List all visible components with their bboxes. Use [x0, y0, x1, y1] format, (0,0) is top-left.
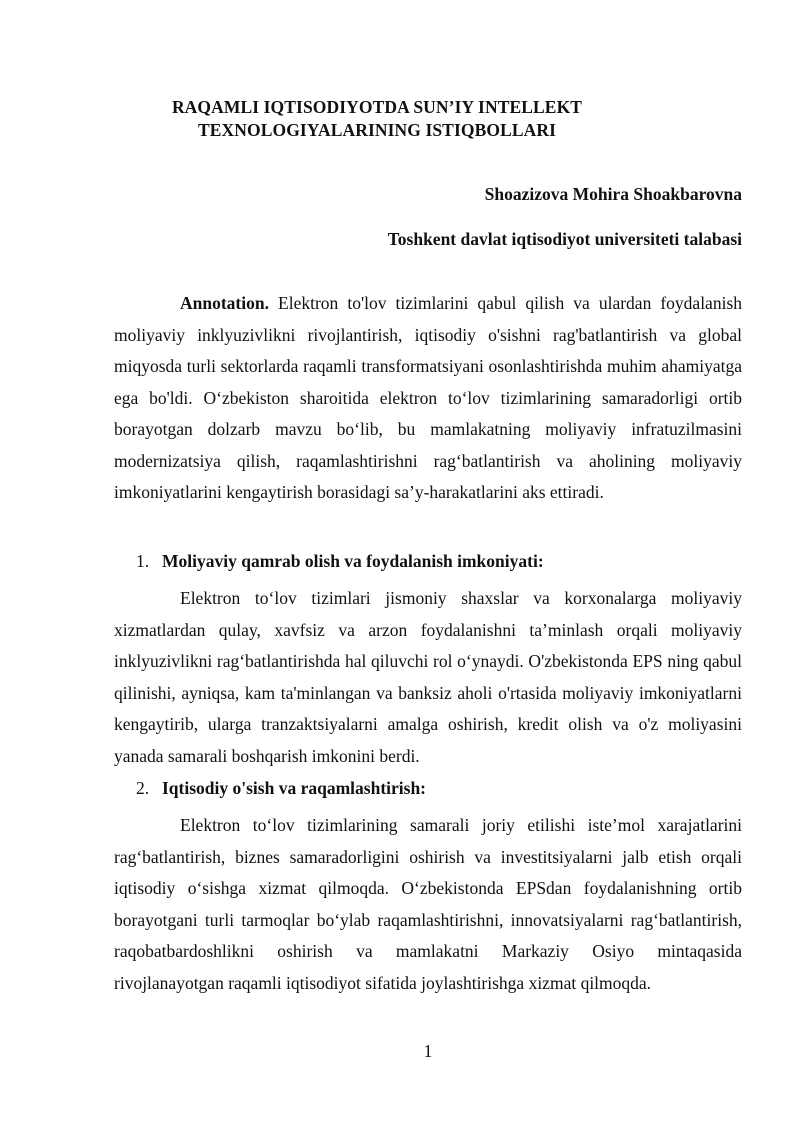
author-affiliation: Toshkent davlat iqtisodiyot universiteti talabasi [387, 229, 742, 249]
section-heading-text-1: Moliyaviy qamrab olish va foydalanish imkoniyati: [162, 551, 544, 571]
paper-title [100, 96, 654, 142]
section-text-1: Elektron to‘lov tizimlari jismoniy shaxslar va korxonalarga moliyaviy xizmatlardan qulay, xavfsiz va arzon foydalanishni ta’minlash orqali moliyaviy inklyuzivlikni rag‘batlantirishda hal qiluvchi rol o‘ynaydi. O'zbekistonda EPS ning qabul qilinishi, ayniqsa, kam ta'minlangan va banksiz aholi o'rtasida moliyaviy imkoniyatlarni kengaytirib, ularga tranzaktsiyalarni amalga oshirish, kredit olish va o'z moliyasini yanada samarali boshqarish imkonini berdi. [114, 588, 742, 766]
author-name: Shoazizova Mohira Shoakbarovna [484, 184, 742, 204]
section-heading-text-2: Iqtisodiy o'sish va raqamlashtirish: [162, 778, 427, 798]
title-line-2: TEXNOLOGIYALARINING ISTIQBOLLARI [198, 120, 556, 140]
page-number: 1 [423, 1041, 433, 1061]
section-number-1: 1. [136, 551, 150, 571]
section-heading-2 [136, 778, 426, 799]
section-paragraph-1 [114, 583, 742, 772]
section-text-2: Elektron to‘lov tizimlarining samarali joriy etilishi iste’mol xarajatlarini rag‘batlantirish, biznes samaradorligini oshirish va investitsiyalarni jalb etish orqali iqtisodiy o‘sishga xizmat qilmoqda. O‘zbekistonda EPSdan foydalanishning ortib borayotgani turli tarmoqlar bo‘ylab raqamlashtirishni, innovatsiyalarni rag‘batlantirish, raqobatbardoshlikni oshirish va mamlakatni Markaziy Osiyo mintaqasida rivojlanayotgan raqamli iqtisodiyot sifatida joylashtirishga xizmat qilmoqda. [114, 815, 742, 993]
section-number-2: 2. [136, 778, 150, 798]
title-line-1: RAQAMLI IQTISODIYOTDA SUN’IY INTELLEKT [171, 97, 583, 117]
section-heading-1 [136, 551, 544, 572]
annotation-paragraph [114, 288, 742, 509]
section-paragraph-2 [114, 810, 742, 999]
annotation-text: Elektron to'lov tizimlarini qabul qilish va ulardan foydalanish moliyaviy inklyuzivlikni rivojlantirish, iqtisodiy o'sishni rag'batlantirish va global miqyosda turli sektorlarda raqamli transformatsiyani osonlashtirishda muhim ahamiyatga ega bo'ldi. O‘zbekiston sharoitida elektron to‘lov tizimlarining samaradorligi ortib borayotgan dolzarb mavzu bo‘lib, bu mamlakatning moliyaviy infratuzilmasini modernizatsiya qilish, raqamlashtirishni rag‘batlantirish va aholining moliyaviy imkoniyatlarini kengaytirish borasidagi sa’y-harakatlarini aks ettiradi. [114, 293, 743, 502]
annotation-label: Annotation. [180, 293, 269, 313]
